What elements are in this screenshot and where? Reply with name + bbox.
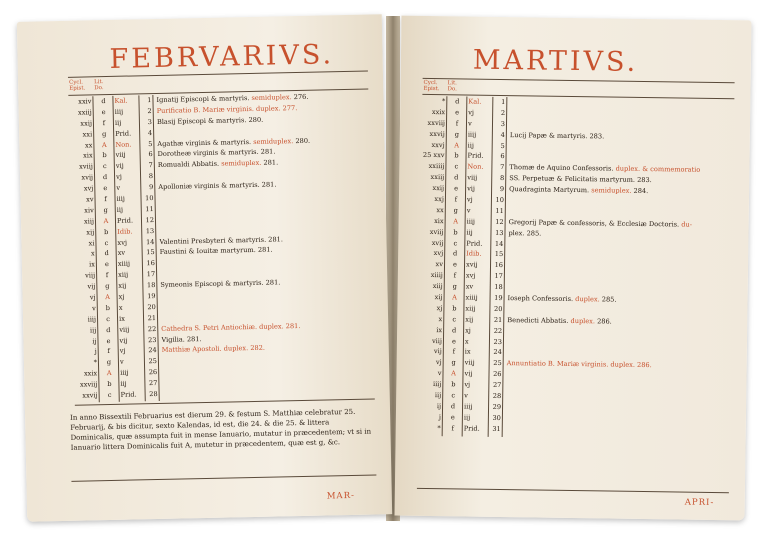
roman-date: iiij xyxy=(464,402,473,411)
feast-entry xyxy=(506,424,728,438)
cycle-value: vj xyxy=(435,358,442,367)
cycle-value: viij xyxy=(431,336,443,345)
day-number: 14 xyxy=(494,239,504,248)
dominical-letter: d xyxy=(454,173,459,182)
roman-date: Prid. xyxy=(467,151,484,161)
cycle-value: xxij xyxy=(80,119,93,128)
roman-date: Prid. xyxy=(466,239,483,248)
day-number: 21 xyxy=(147,313,157,323)
day-number: 3 xyxy=(147,117,153,126)
cycle-value: ij xyxy=(92,336,97,345)
roman-date: vj xyxy=(115,172,122,182)
cycle-value: xvj xyxy=(433,249,444,258)
cycle-value: xxiiij xyxy=(428,162,445,171)
cycle-value: xxvij xyxy=(429,129,445,138)
roman-date: xij xyxy=(118,281,127,290)
roman-date: Kal. xyxy=(468,97,482,106)
dominical-letter: b xyxy=(105,303,111,312)
roman-date: iij xyxy=(114,118,122,127)
roman-date: ix xyxy=(118,314,125,323)
feast-rank: Annuntiatio B. Mariæ virginis. duplex. 286. xyxy=(506,359,652,370)
feast-text: 285. xyxy=(599,295,617,304)
dominical-letter: b xyxy=(104,227,109,236)
dominical-letter: g xyxy=(451,358,456,367)
cycle-value: xij xyxy=(434,293,443,302)
day-number: 4 xyxy=(500,130,505,139)
dominical-letter: A xyxy=(453,217,459,226)
dominical-letter: b xyxy=(107,380,112,389)
cycle-value: xij xyxy=(86,227,95,237)
feast-rank: Cathedra S. Petri Antiochiæ. duplex. 281. xyxy=(161,321,301,333)
dominical-letter: d xyxy=(102,173,108,182)
footer-rule xyxy=(417,488,729,493)
roman-date: x xyxy=(118,303,123,312)
cycle-value: xiij xyxy=(432,282,443,291)
feast-rank: semiduplex. xyxy=(591,186,632,195)
cycle-value: 25 xxv xyxy=(422,151,445,160)
roman-date-column xyxy=(464,97,492,435)
day-number: 24 xyxy=(493,348,502,357)
day-number: 28 xyxy=(149,390,158,399)
cycle-value: xxvj xyxy=(431,140,445,149)
roman-date: xv xyxy=(117,249,126,258)
roman-date: iiij xyxy=(116,194,125,203)
cycle-value: iiij xyxy=(87,315,97,324)
dominical-letter: c xyxy=(104,238,109,247)
roman-date: Idib. xyxy=(466,249,482,259)
leap-year-note: In anno Bissextili Februarius est dierum 29. & festum S. Matthiæ celebratur 25. Februarij, & bis dicitur, sexto Kalendas, id est, die 24. & die 25. & littera Dominicalis, quæ assumpta fuit in mense Ianuario, mutatur in præcedentem; vt si in Ianuario littera Dominicalis fuit A, mutetur in præcedentem, quæ est g, &c. xyxy=(70,407,372,452)
cycle-value: xxviij xyxy=(427,118,446,127)
dominical-letter: f xyxy=(451,424,455,433)
roman-date: xij xyxy=(465,315,474,324)
day-number: 17 xyxy=(146,270,156,279)
feast-rank: semiduplex. xyxy=(251,93,292,102)
dominical-letter: b xyxy=(451,380,456,389)
roman-date: xiiij xyxy=(117,259,131,269)
day-number: 9 xyxy=(149,183,154,192)
feast-text: Gregorij Papæ & confessoris, & Ecclesiæ Doctoris. xyxy=(508,217,682,229)
dominical-letter: d xyxy=(455,97,460,106)
day-number: 18 xyxy=(494,283,503,292)
roman-date: Idib. xyxy=(117,227,133,236)
roman-date: vj xyxy=(466,195,473,204)
dominical-letter: b xyxy=(454,151,459,160)
cycle-value: iij xyxy=(89,325,97,335)
roman-date: Non. xyxy=(115,140,132,149)
dominical-letter: e xyxy=(451,336,456,345)
feast-text: Dorotheæ virginis & martyris. 281. xyxy=(157,147,276,159)
feast-text: Symeonis Episcopi & martyris. 281. xyxy=(160,278,281,290)
feast-rank: duplex. xyxy=(575,295,600,304)
feast-text: Valentini Presbyteri & martyris. 281. xyxy=(159,234,283,246)
header-cycle: Cycl. Epist. xyxy=(69,79,86,92)
cycle-value: xvj xyxy=(83,184,94,193)
dominical-letter: d xyxy=(101,97,106,106)
feast-text: Faustini & Iouitæ martyrum. 281. xyxy=(159,246,273,257)
dominical-letter: c xyxy=(106,314,110,323)
roman-date: viij xyxy=(467,173,478,182)
roman-date: x xyxy=(464,337,469,346)
roman-date: iij xyxy=(463,413,471,422)
day-number: 25 xyxy=(493,359,502,368)
day-number: 2 xyxy=(500,108,506,117)
roman-date: vij xyxy=(115,162,124,171)
feast-text: 286. xyxy=(594,317,612,326)
dominical-letter: c xyxy=(452,315,457,324)
left-page xyxy=(17,14,392,522)
dominical-letter: f xyxy=(454,195,458,204)
dominical-letter: A xyxy=(101,140,107,149)
header-letter: Lit. Do. xyxy=(94,79,104,92)
roman-date: Prid. xyxy=(116,216,134,225)
day-number: 21 xyxy=(493,315,503,324)
roman-date: xj xyxy=(465,326,471,335)
day-number: 1 xyxy=(501,97,506,107)
feast-text: Ignatij Episcopi & martyris. xyxy=(156,93,252,104)
cycle-value: xxix xyxy=(431,107,446,117)
day-number: 3 xyxy=(500,119,506,128)
roman-date: viij xyxy=(119,325,130,334)
dominical-letter: e xyxy=(101,107,106,117)
roman-date: Prid. xyxy=(120,390,137,399)
roman-date: viij xyxy=(464,358,475,368)
day-number: 12 xyxy=(495,217,504,226)
roman-date: vj xyxy=(119,347,126,356)
cycle-value: xv xyxy=(435,260,444,269)
roman-date: iij xyxy=(120,379,127,388)
dominical-letter: e xyxy=(453,260,458,269)
catchword-mar: MAR- xyxy=(326,490,356,502)
dominical-letter: c xyxy=(102,162,107,171)
dominical-letter: f xyxy=(455,119,459,128)
day-number: 11 xyxy=(495,206,504,215)
feast-text: Apolloniæ virginis & martyris. 281. xyxy=(158,180,277,192)
day-number: 7 xyxy=(500,163,505,172)
dominical-letter: e xyxy=(454,184,459,193)
dominical-letter: g xyxy=(105,282,110,291)
roman-date: iij xyxy=(466,228,473,237)
cycle-value: xxiv xyxy=(78,97,92,106)
cycle-value: x xyxy=(90,249,95,258)
roman-date: xvj xyxy=(117,238,128,247)
dominical-letter: c xyxy=(451,391,456,400)
dominical-letter: e xyxy=(104,260,109,269)
day-number: 17 xyxy=(494,272,503,281)
day-number: 13 xyxy=(495,228,504,237)
cycle-value: xiv xyxy=(84,206,94,215)
day-number: 28 xyxy=(492,391,502,401)
dominical-letter: A xyxy=(451,369,456,378)
cycle-value: xxij xyxy=(432,184,445,193)
cycle-value: xxix xyxy=(83,369,98,378)
feast-text: Vigilia. 281. xyxy=(161,334,202,344)
roman-date: Prid. xyxy=(115,129,132,138)
cycle-value: iij xyxy=(434,391,442,400)
feast-rank: Matthiæ Apostoli. duplex. 282. xyxy=(161,344,266,355)
day-number: 29 xyxy=(492,402,502,411)
feast-text: Romualdi Abbatis. xyxy=(157,159,222,170)
cycle-value: ij xyxy=(436,402,442,411)
feast-rank: duplex. & commemoratio xyxy=(615,164,701,175)
day-number: 23 xyxy=(148,335,157,344)
day-number: 11 xyxy=(145,204,154,214)
cycle-value: v xyxy=(92,304,96,313)
feast-text: Agathæ virginis & martyris. xyxy=(157,137,254,148)
day-number: 27 xyxy=(492,381,502,390)
february-calendar-grid xyxy=(68,91,374,403)
cycle-value: xxj xyxy=(434,195,445,204)
cycle-value: xxiij xyxy=(77,108,92,117)
day-number: 22 xyxy=(493,326,503,335)
feast-text: Ioseph Confessoris. xyxy=(507,294,576,304)
day-number: 22 xyxy=(147,324,157,333)
march-calendar-grid xyxy=(418,96,735,440)
day-number: 4 xyxy=(147,128,153,137)
dominical-letter: d xyxy=(451,326,457,335)
feast-text: 284. xyxy=(631,186,649,196)
day-number: 13 xyxy=(145,226,155,235)
header-letter: Lit. Do. xyxy=(447,80,457,93)
feast-text: 276. xyxy=(291,92,309,102)
day-number: 14 xyxy=(145,237,155,246)
roman-date: vij xyxy=(119,336,128,345)
day-number: 1 xyxy=(147,96,152,105)
cycle-value: * xyxy=(93,358,98,367)
cycle-value: xx xyxy=(84,140,93,150)
day-number: 24 xyxy=(148,346,157,355)
dominical-letter: d xyxy=(453,249,458,258)
roman-date: v xyxy=(119,358,124,367)
day-number: 31 xyxy=(492,424,501,433)
roman-date: iiij xyxy=(120,368,129,378)
day-number: 15 xyxy=(146,248,155,257)
cycle-value: xi xyxy=(88,238,95,247)
dominical-letter: g xyxy=(454,130,460,139)
day-number: 16 xyxy=(146,259,155,268)
feast-rank: Purificatio B. Mariæ virginis. duplex. 277. xyxy=(156,103,298,115)
feast-column xyxy=(506,97,733,438)
feast-text: Thomæ de Aquino Confessoris. xyxy=(509,163,616,173)
dominical-letter: b xyxy=(453,228,458,237)
day-number: 15 xyxy=(494,250,504,259)
roman-date: xj xyxy=(118,292,125,301)
cycle-value: x xyxy=(438,314,443,323)
dominical-letter: A xyxy=(452,293,458,302)
day-number: 12 xyxy=(145,215,155,225)
feast-column xyxy=(156,91,372,400)
dominical-letter: g xyxy=(453,206,458,215)
cycle-value: ix xyxy=(436,325,443,334)
dominical-letter: e xyxy=(455,108,460,117)
dominical-letter: A xyxy=(454,140,460,149)
cycle-value: xxvij xyxy=(82,391,98,400)
roman-date: Kal. xyxy=(114,96,128,105)
roman-date: iij xyxy=(467,141,475,150)
cycle-value: xxi xyxy=(82,129,93,139)
cycle-value: * xyxy=(437,423,441,432)
dominical-letter: g xyxy=(106,358,112,367)
dominical-letter: f xyxy=(107,347,111,356)
cycle-value: xvij xyxy=(431,238,444,247)
feast-rank: duplex. xyxy=(570,316,596,326)
dominical-letter: f xyxy=(104,195,107,204)
dominical-letter: g xyxy=(452,282,457,291)
dominical-letter: d xyxy=(106,325,111,334)
roman-date: xiij xyxy=(465,304,476,313)
dominical-letter: A xyxy=(106,369,112,378)
feast-rank: du- xyxy=(681,220,693,229)
day-number: 26 xyxy=(148,368,158,377)
dominical-letter: f xyxy=(105,271,109,280)
roman-date: v xyxy=(467,119,472,128)
roman-date: iiij xyxy=(114,107,124,116)
cycle-value: xiij xyxy=(83,217,95,226)
dominical-letter: g xyxy=(103,205,108,215)
cycle-value: xxiij xyxy=(430,173,445,182)
roman-date: vj xyxy=(468,108,474,117)
catchword-apri: APRI- xyxy=(684,497,715,508)
cycle-column xyxy=(418,96,446,434)
dominical-letter: f xyxy=(102,118,106,127)
cycle-value: iiij xyxy=(432,380,442,389)
feast-text: Benedicti Abbatis. xyxy=(507,315,571,325)
dominical-letter: e xyxy=(450,413,455,422)
day-number: 6 xyxy=(148,150,153,159)
cycle-value: * xyxy=(441,97,446,106)
cycle-value: j xyxy=(438,412,441,421)
roman-date: v xyxy=(116,183,121,192)
feast-text: Blasij Episcopi & martyris. 280. xyxy=(156,115,264,126)
day-number: 10 xyxy=(145,194,154,203)
roman-date: xvj xyxy=(465,271,476,280)
cycle-value: xj xyxy=(436,304,443,313)
day-number: 8 xyxy=(148,172,154,181)
feast-text: Lucij Papæ & martyris. 283. xyxy=(509,130,605,141)
roman-date: iij xyxy=(116,205,124,214)
roman-date: xv xyxy=(465,282,474,291)
month-title-februarius: FEBRVARIVS. xyxy=(109,39,335,75)
feast-rank: semiduplex. xyxy=(221,159,262,168)
roman-date: viij xyxy=(115,151,126,160)
day-number: 19 xyxy=(147,292,156,301)
cycle-value: v xyxy=(437,369,442,378)
cycle-value: vij xyxy=(433,347,442,356)
day-number: 5 xyxy=(500,141,505,150)
dominical-letter: b xyxy=(102,151,107,160)
cycle-value: vij xyxy=(87,282,96,291)
day-number: 30 xyxy=(492,413,501,422)
cycle-value: xv xyxy=(86,195,94,204)
dominical-letter: A xyxy=(105,293,111,302)
cycle-value: j xyxy=(94,347,97,356)
day-number: 27 xyxy=(148,379,158,388)
dominical-letter: d xyxy=(104,249,109,258)
roman-date: vj xyxy=(464,380,471,389)
dominical-letter: f xyxy=(452,347,456,356)
roman-date: iiij xyxy=(467,130,477,139)
day-number: 10 xyxy=(495,195,504,205)
dominical-letter: c xyxy=(453,238,458,247)
cycle-value: xix xyxy=(434,216,444,225)
roman-date: Non. xyxy=(467,162,484,172)
right-page xyxy=(395,16,752,521)
day-number: 7 xyxy=(148,161,153,170)
footer-rule xyxy=(71,474,376,481)
dominical-letter: g xyxy=(101,129,107,138)
roman-date: vij xyxy=(464,369,473,378)
day-number: 9 xyxy=(499,185,505,194)
cycle-value: xviij xyxy=(429,227,444,236)
roman-date: iiij xyxy=(466,217,476,226)
cycle-value: xix xyxy=(82,151,93,160)
header-rule-top xyxy=(423,78,735,83)
day-number: 6 xyxy=(500,152,505,161)
roman-date: Prid. xyxy=(463,424,480,433)
dominical-letter: d xyxy=(450,402,456,411)
cycle-value: xiiij xyxy=(430,271,443,280)
feast-text: 281. xyxy=(261,158,279,168)
dominical-letter: c xyxy=(107,391,112,400)
cycle-value: vj xyxy=(89,293,96,302)
dominical-letter: f xyxy=(453,271,457,280)
roman-date: xiiij xyxy=(465,293,478,302)
feast-text: SS. Perpetuæ & Felicitatis martyrum. 283. xyxy=(509,174,652,185)
day-number: 19 xyxy=(494,293,503,303)
day-number: 18 xyxy=(146,281,156,290)
day-number: 2 xyxy=(147,106,152,116)
feast-text: Quadraginta Martyrum. xyxy=(509,185,592,195)
roman-date: v xyxy=(464,391,468,400)
cycle-value: xxviij xyxy=(79,380,98,389)
feast-text: plex. 285. xyxy=(508,228,542,238)
roman-date: v xyxy=(466,206,471,215)
cycle-value: xvij xyxy=(81,173,94,182)
day-number: 25 xyxy=(148,357,158,366)
dominical-letter: e xyxy=(106,336,111,345)
cycle-value: xx xyxy=(436,205,444,215)
month-title-martius: MARTIVS. xyxy=(472,44,639,78)
roman-date: vij xyxy=(467,184,476,193)
dominical-letter: A xyxy=(103,216,109,225)
dominical-letter: b xyxy=(452,304,457,313)
day-number: 23 xyxy=(493,337,503,346)
header-cycle: Cycl. Epist. xyxy=(423,79,440,93)
cycle-value: xviij xyxy=(79,162,93,171)
dominical-letter: c xyxy=(454,162,459,171)
dominical-letter: e xyxy=(103,184,108,193)
roman-date: xvij xyxy=(465,260,478,270)
cycle-value: viij xyxy=(85,271,96,280)
cycle-value: ix xyxy=(88,260,95,269)
day-number: 20 xyxy=(147,302,156,312)
feast-text: 280. xyxy=(293,136,311,145)
day-number: 16 xyxy=(494,261,504,270)
day-number: 8 xyxy=(499,174,505,183)
day-number: 26 xyxy=(493,370,502,379)
roman-date: xiij xyxy=(118,270,129,280)
day-number: 20 xyxy=(493,304,503,313)
feast-rank: semiduplex. xyxy=(253,136,294,146)
day-number: 5 xyxy=(148,139,153,148)
roman-date: ix xyxy=(464,347,471,357)
